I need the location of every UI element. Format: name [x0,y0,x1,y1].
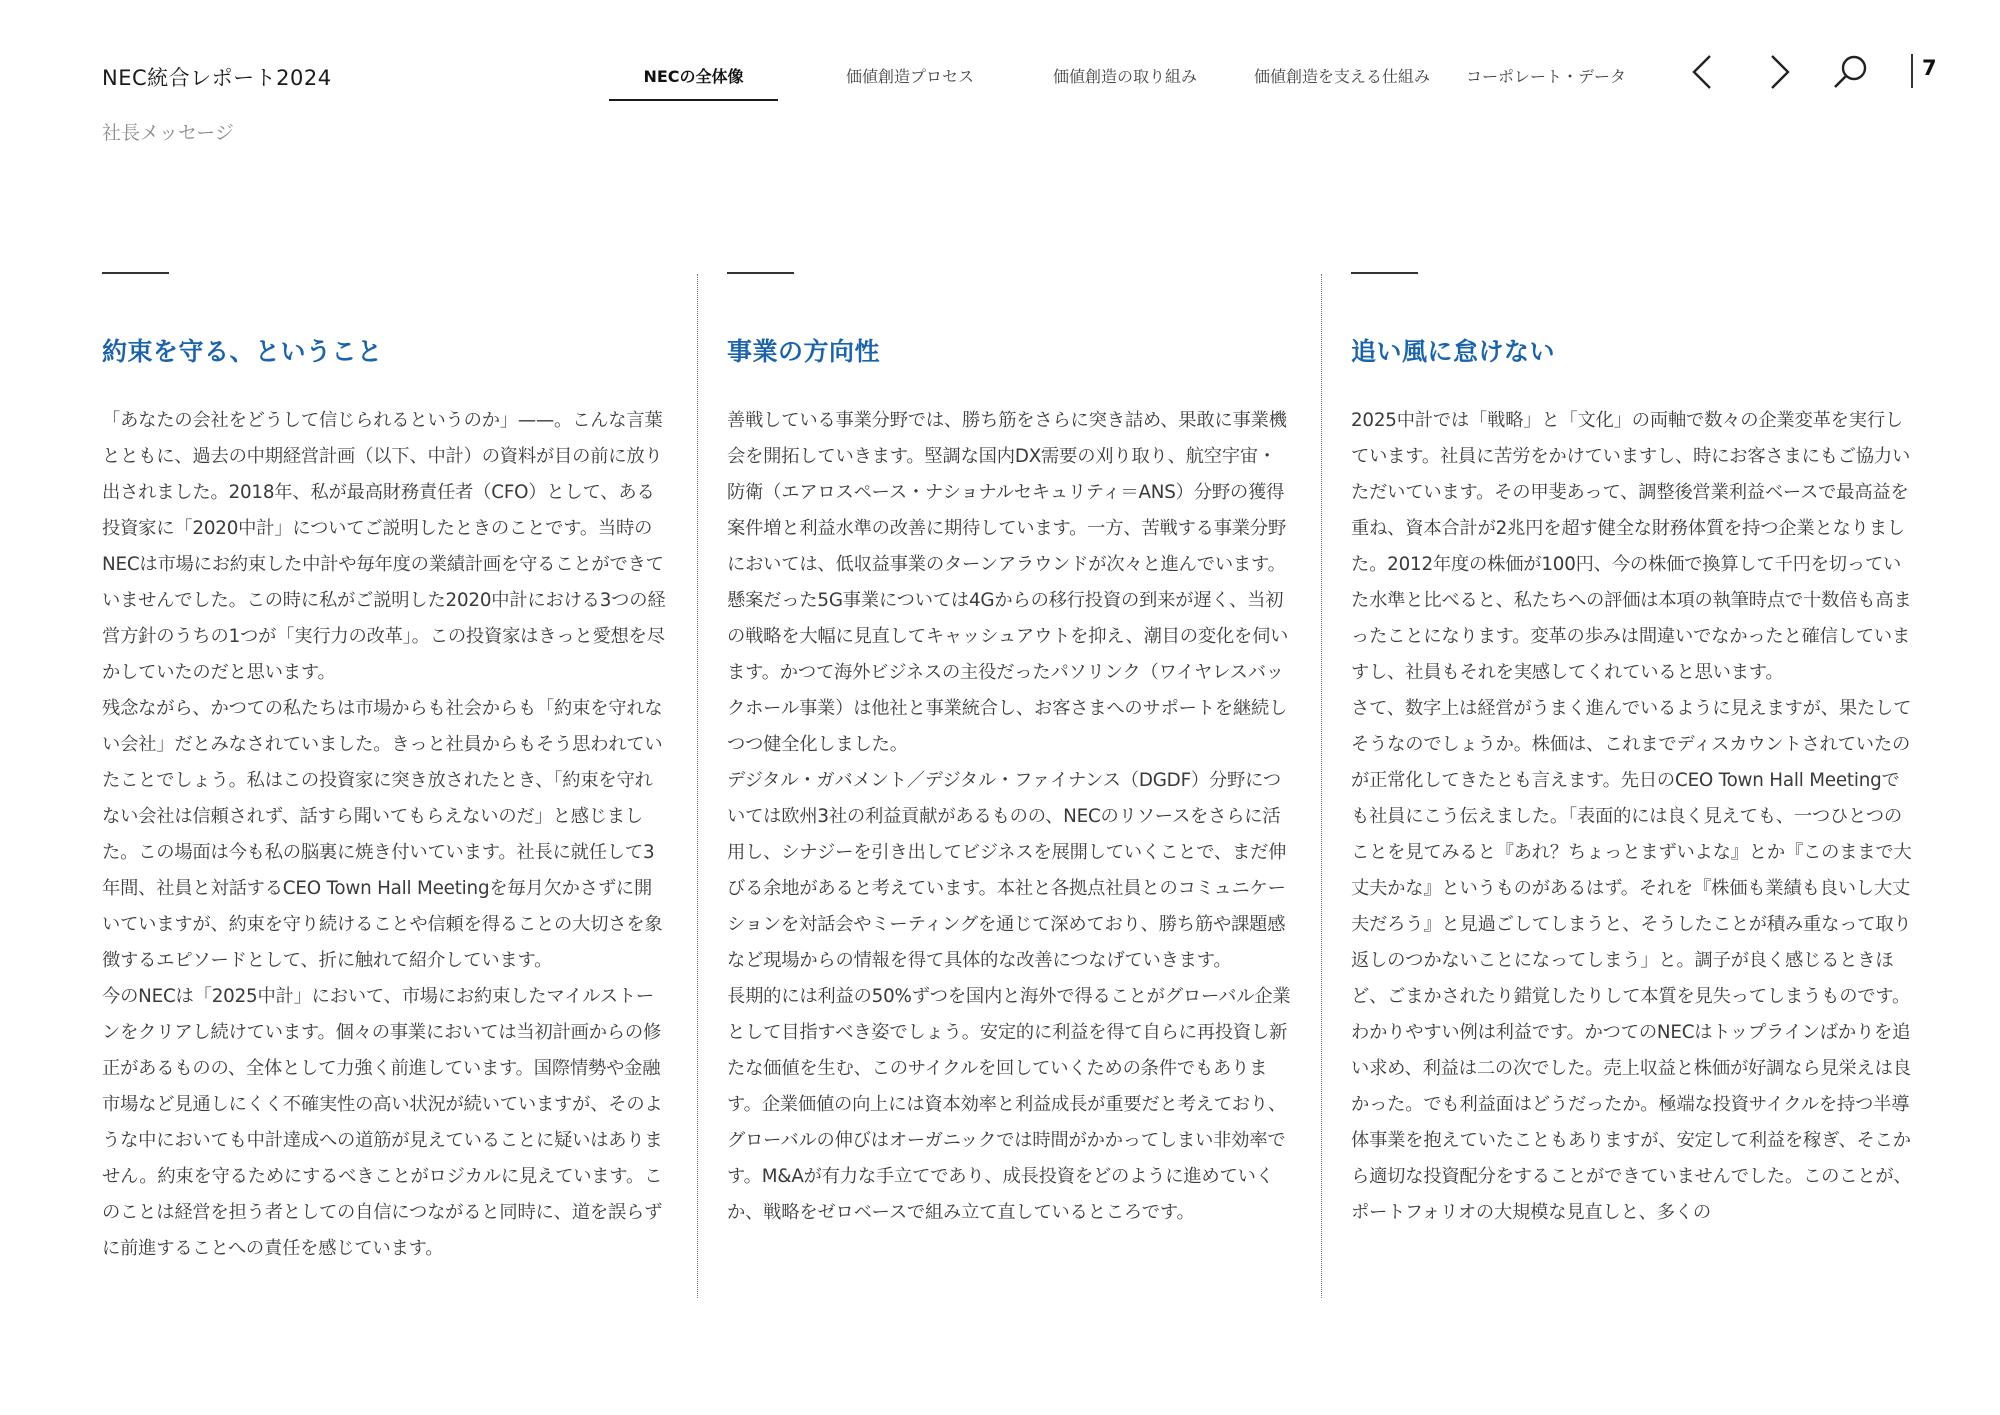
column-separator [697,274,698,1298]
paragraph: 残念ながら、かつての私たちは市場からも社会からも「約束を守れない会社」だとみなされていました。きっと社員からもそう思われていたことでしょう。私はこの投資家に突き放されたとき、「約束を守れない会社は信頼されず、話すら聞いてもらえないのだ」と感じました。この場面は今も私の脳裏に焼き付いています。社長に就任して3年間、社員と対話するCEO Town Hall Meetingを毎月欠かさずに開いていますが、約束を守り続けることや信頼を得ることの大切さを象徴するエピソードとして、折に触れて紹介しています。 [102,697,663,971]
column-rule [727,272,794,274]
page-number-divider [1911,54,1913,88]
page-number: 7 [1922,56,1937,80]
tab-corporate-data[interactable]: コーポレート・データ [1465,67,1626,86]
paragraph: 今のNECは「2025中計」において、市場にお約束したマイルストーンをクリアし続けています。個々の事業においては当初計画からの修正があるものの、全体として力強く前進しています。国際情勢や金融市場など見通しにくく不確実性の高い状況が続いていますが、そのような中においても中計達成への道筋が見えていることに疑いはありません。約束を守るためにするべきことがロジカルに見えています。このことは経営を担う者としての自信につながると同時に、道を誤らずに前進することへの責任を感じています。 [102,985,663,1259]
paragraph: 「あなたの会社をどうして信じられるというのか」——。こんな言葉とともに、過去の中期経営計画（以下、中計）の資料が目の前に放り出されました。2018年、私が最高財務責任者（CFO）として、ある投資家に「2020中計」についてご説明したときのことです。当時のNECは市場にお約束した中計や毎年度の業績計画を守ることができていませんでした。この時に私がご説明した2020中計における3つの経営方針のうちの1つが「実行力の改革」。この投資家はきっと愛想を尽かしていたのだと思います。 [102,409,666,683]
column-heading: 追い風に怠けない [1351,336,1556,366]
tab-nec-overview[interactable]: NECの全体像 [643,67,744,86]
column-promise [102,272,668,1267]
column-rule [1351,272,1418,274]
paragraph: 善戦している事業分野では、勝ち筋をさらに突き詰め、果敢に事業機会を開拓していきます。堅調な国内DX需要の刈り取り、航空宇宙・防衛（エアロスペース・ナショナルセキュリティ＝ANS）分野の獲得案件増と利益水準の改善に期待しています。一方、苦戦する事業分野においては、低収益事業のターンアラウンドが次々と進んでいます。懸案だった5G事業については4Gからの移行投資の到来が遅く、当初の戦略を大幅に見直してキャッシュアウトを抑え、潮目の変化を伺います。かつて海外ビジネスの主役だったパソリンク（ワイヤレスバックホール事業）は他社と事業統合し、お客さまへのサポートを継続しつつ健全化しました。 [727,409,1289,755]
column-body [102,403,668,1267]
chevron-left-icon [1690,53,1714,91]
active-tab-underline [609,99,778,101]
tab-value-creation-process[interactable]: 価値創造プロセス [845,67,974,86]
tab-value-creation-initiatives[interactable]: 価値創造の取り組み [1052,67,1197,86]
column-body [1351,403,1917,1231]
column-tailwind [1351,272,1917,1231]
column-separator [1321,274,1322,1298]
search-button[interactable] [1828,48,1872,96]
breadcrumb[interactable]: 社長メッセージ [102,122,234,144]
paragraph: さて、数字上は経営がうまく進んでいるように見えますが、果たしてそうなのでしょうか。株価は、これまでディスカウントされていたのが正常化してきたとも言えます。先日のCEO Town Hall Meetingでも社員にこう伝えました。「表面的には良く見えても、一つひとつのことを見てみると『あれ？ちょっとまずいよな』とか『このままで大丈夫かな』というものがあるはず。それを『株価も業績も良いし大丈夫だろう』と見過ごしてしまうと、そうしたことが積み重なって取り返しのつかないことになってしまう」と。調子が良く感じるときほど、ごまかされたり錯覚したりして本質を見失ってしまうものです。 [1351,697,1912,1007]
column-heading: 約束を守る、ということ [102,336,383,366]
doc-title: NEC統合レポート2024 [102,66,332,90]
search-icon [1831,53,1869,91]
paragraph: デジタル・ガバメント／デジタル・ファイナンス（DGDF）分野については欧州3社の利益貢献があるものの、NECのリソースをさらに活用し、シナジーを引き出してビジネスを展開していくことで、まだ伸びる余地があると考えています。本社と各拠点社員とのコミュニケーションを対話会やミーティングを通じて深めており、勝ち筋や課題感など現場からの情報を得て具体的な改善につなげていきます。 [727,769,1287,971]
column-body [727,403,1293,1231]
chevron-right-icon [1768,53,1792,91]
next-page-button[interactable] [1758,48,1802,96]
paragraph: 2025中計では「戦略」と「文化」の両軸で数々の企業変革を実行しています。社員に苦労をかけていますし、時にお客さまにもご協力いただいています。その甲斐あって、調整後営業利益ベースで最高益を重ね、資本合計が2兆円を超す健全な財務体質を持つ企業となりました。2012年度の株価が100円、今の株価で換算して千円を切っていた水準と比べると、私たちへの評価は本項の執筆時点で十数倍も高まったことになります。変革の歩みは間違いでなかったと確信していますし、社員もそれを実感してくれていると思います。 [1351,409,1912,683]
column-heading: 事業の方向性 [727,336,881,366]
prev-page-button[interactable] [1680,48,1724,96]
paragraph: わかりやすい例は利益です。かつてのNECはトップラインばかりを追い求め、利益は二の次でした。売上収益と株価が好調なら見栄えは良かった。でも利益面はどうだったか。極端な投資サイクルを持つ半導体事業を抱えていたこともありますが、安定して利益を稼ぎ、そこから適切な投資配分をすることができていませんでした。このことが、ポートフォリオの大規模な見直しと、多くの [1351,1021,1912,1223]
paragraph: 長期的には利益の50%ずつを国内と海外で得ることがグローバル企業として目指すべき姿でしょう。安定的に利益を得て自らに再投資し新たな価値を生む、このサイクルを回していくための条件でもあります。企業価値の向上には資本効率と利益成長が重要だと考えており、グローバルの伸びはオーガニックでは時間がかかってしまい非効率です。M&Aが有力な手立てであり、成長投資をどのように進めていくか、戦略をゼロベースで組み立て直しているところです。 [727,985,1291,1223]
tab-value-creation-foundation[interactable]: 価値創造を支える仕組み [1253,67,1430,86]
column-business-direction [727,272,1293,1231]
column-rule [102,272,169,274]
